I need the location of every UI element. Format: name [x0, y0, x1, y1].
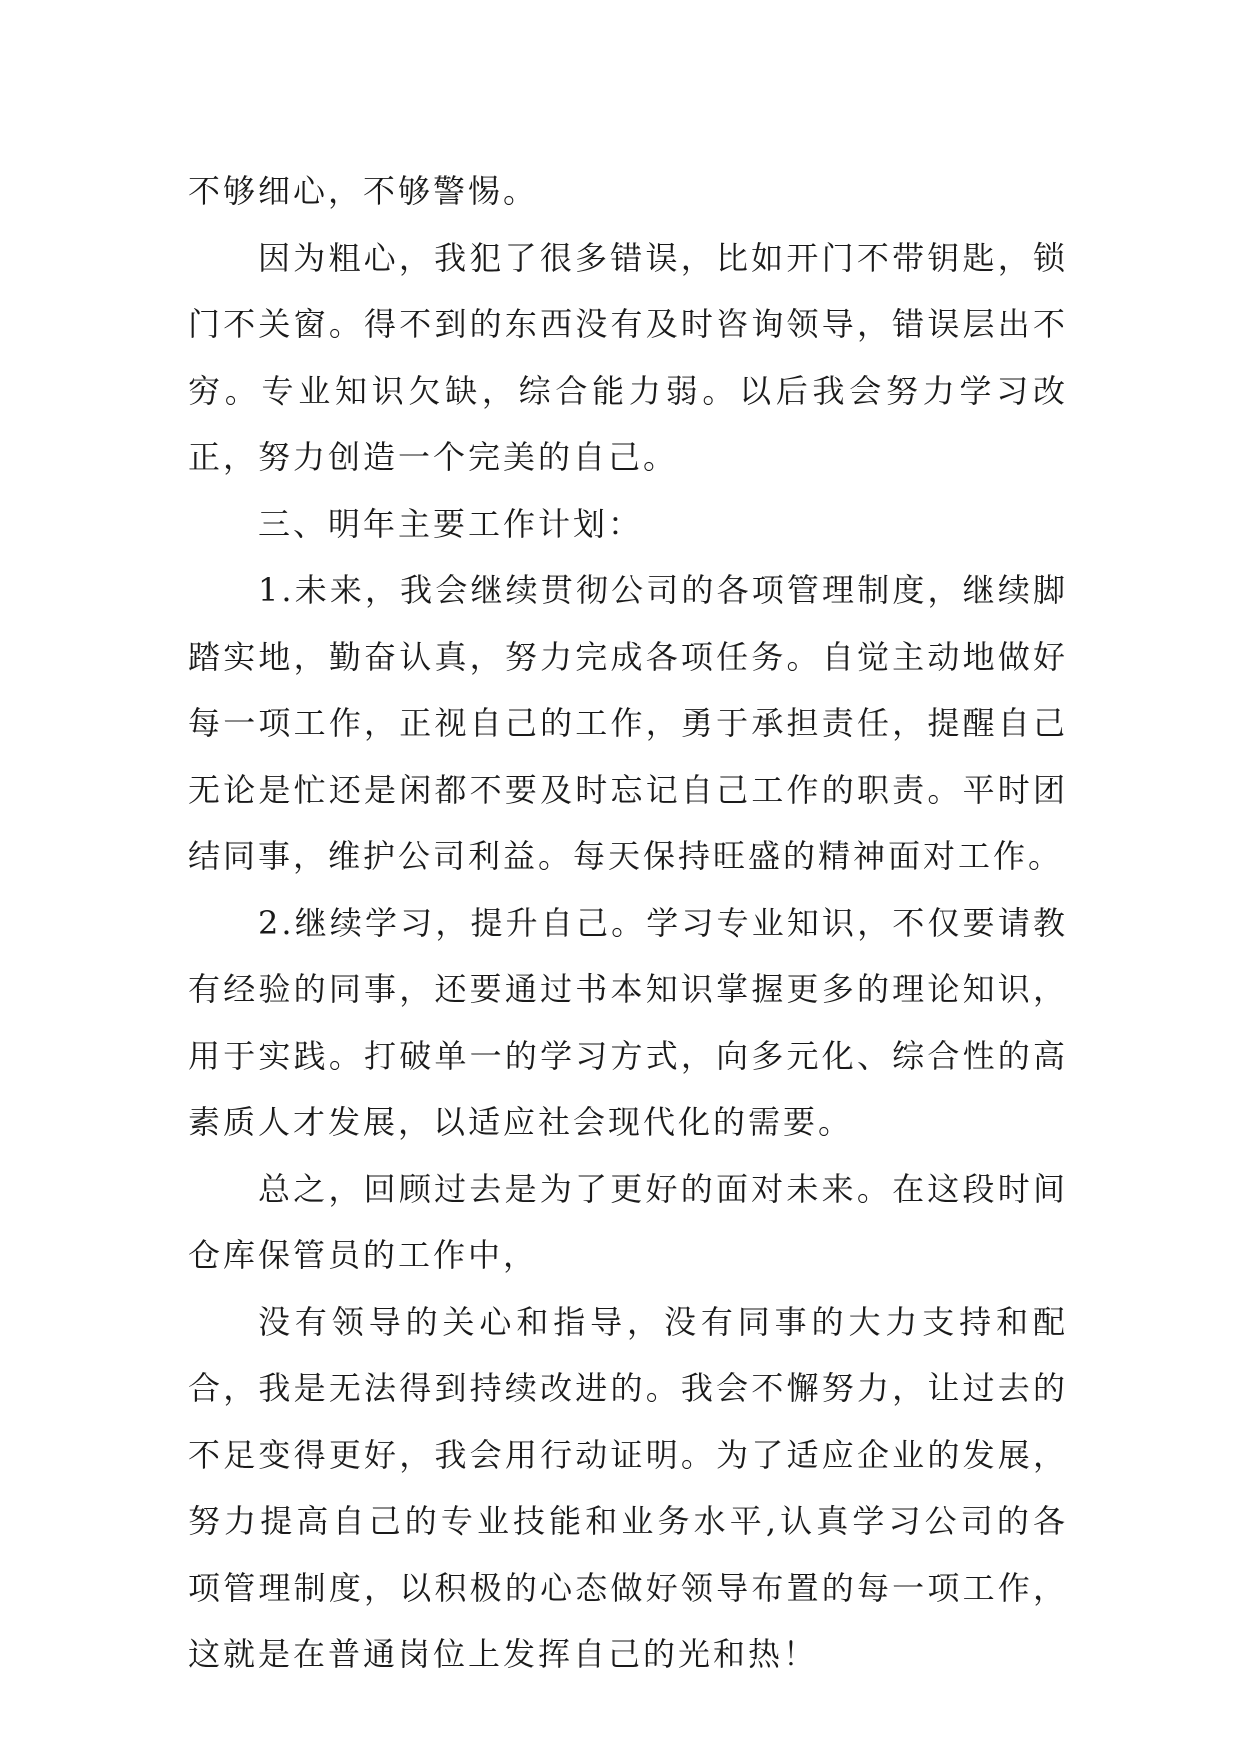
paragraph-plan-item-2: 2.继续学习，提升自己。学习专业知识，不仅要请教有经验的同事，还要通过书本知识掌握更多的理论知识，用于实践。打破单一的学习方式，向多元化、综合性的高素质人才发展，以适应社会现代化的需要。 — [188, 903, 1068, 1141]
document-body — [188, 158, 1068, 1688]
section-heading-plan: 三、明年主要工作计划： — [258, 504, 644, 543]
paragraph-conclusion: 总之，回顾过去是为了更好的面对未来。在这段时间仓库保管员的工作中， — [188, 1169, 1068, 1274]
paragraph-1: 不够细心，不够警惕。 — [188, 172, 539, 210]
paragraph-plan-item-1: 1.未来，我会继续贯彻公司的各项管理制度，继续脚踏实地，勤奋认真，努力完成各项任务。自觉主动地做好每一项工作，正视自己的工作，勇于承担责任，提醒自己无论是忙还是闲都不要及时忘记自己工作的职责。平时团结同事，维护公司利益。每天保持旺盛的精神面对工作。 — [188, 571, 1068, 875]
paragraph-2: 因为粗心，我犯了很多错误，比如开门不带钥匙，锁门不关窗。得不到的东西没有及时咨询领导，错误层出不穷。专业知识欠缺，综合能力弱。以后我会努力学习改正，努力创造一个完美的自己。 — [188, 238, 1068, 476]
paragraph-closing: 没有领导的关心和指导，没有同事的大力支持和配合，我是无法得到持续改进的。我会不懈努力，让过去的不足变得更好，我会用行动证明。为了适应企业的发展，努力提高自己的专业技能和业务水平,认真学习公司的各项管理制度，以积极的心态做好领导布置的每一项工作，这就是在普通岗位上发挥自己的光和热！ — [188, 1302, 1068, 1673]
